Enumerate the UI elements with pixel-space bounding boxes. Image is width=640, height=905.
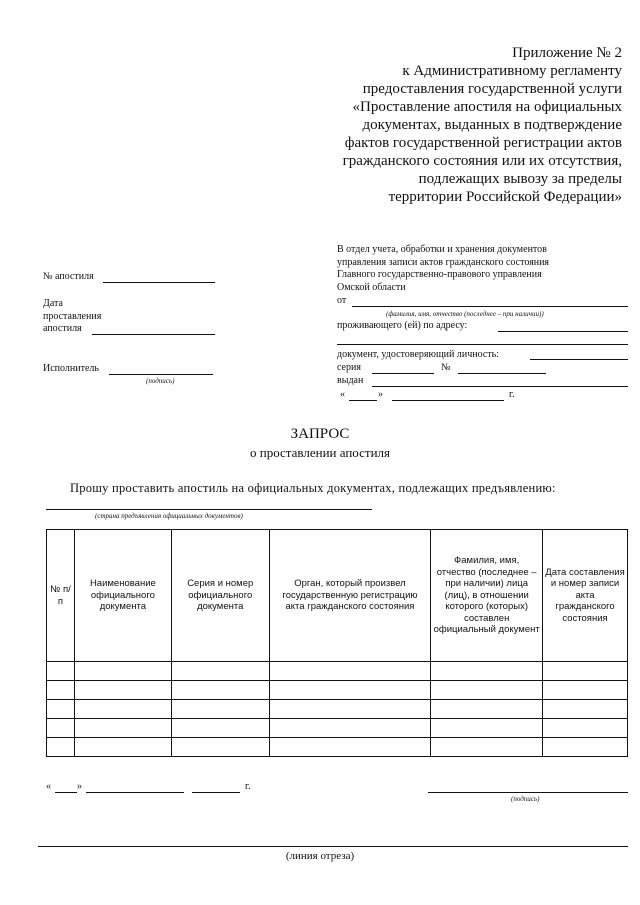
issued-label: выдан — [337, 375, 364, 386]
table-row — [47, 738, 628, 757]
addressee-line: управления записи актов гражданского состояния — [337, 256, 550, 268]
col-header-number: № п/п — [47, 530, 75, 662]
apostille-date-field[interactable] — [92, 334, 215, 335]
appendix-line: предоставления государственной услуги — [362, 81, 622, 97]
table-row — [47, 662, 628, 681]
request-subtitle: о проставлении апостиля — [249, 445, 390, 460]
addressee-line: В отдел учета, обработки и хранения документов — [337, 244, 547, 255]
col-header-record-date: Дата составления и номер записи акта гражданского состояния — [543, 530, 628, 662]
addressee-line: Главного государственно-правового управления — [337, 269, 542, 280]
issued-field[interactable] — [372, 386, 628, 387]
series-label: серия — [337, 362, 361, 373]
col-header-doc-name: Наименование официального документа — [74, 530, 171, 662]
documents-table — [46, 529, 628, 757]
issue-day-field[interactable] — [349, 400, 377, 401]
country-field[interactable] — [46, 509, 372, 510]
id-doc-label: документ, удостоверяющий личность: — [337, 349, 499, 360]
appendix-line: Приложение № 2 — [512, 45, 622, 61]
footer-year-field[interactable] — [192, 792, 240, 793]
footer-date-open: « — [46, 781, 51, 792]
footer-signature-hint: (подпись) — [511, 795, 540, 803]
executor-field[interactable] — [109, 374, 213, 375]
request-text: Прошу проставить апостиль на официальных документах, подлежащих предъявлению: — [70, 481, 556, 495]
apostille-no-label: № апостиля — [43, 271, 94, 282]
col-header-registering-body: Орган, который произвел государственную регистрацию акта гражданского состояния — [269, 530, 431, 662]
from-label: от — [337, 295, 347, 306]
footer-month-field[interactable] — [86, 792, 184, 793]
appendix-line: фактов государственной регистрации актов — [344, 135, 622, 151]
from-field[interactable] — [352, 306, 628, 307]
number-label: № — [441, 362, 451, 373]
footer-date-close: » — [77, 781, 82, 792]
appendix-line: «Проставление апостиля на официальных — [352, 99, 622, 115]
appendix-line: документах, выданных в подтверждение — [362, 117, 622, 133]
issue-month-year-field[interactable] — [392, 400, 504, 401]
appendix-header — [292, 44, 622, 206]
executor-signature-hint: (подпись) — [146, 377, 175, 385]
address-field-1[interactable] — [498, 331, 628, 332]
addressee-block — [337, 244, 627, 294]
apostille-date-label: Дата проставления апостиля — [43, 298, 102, 334]
footer-year-suffix: г. — [245, 781, 251, 792]
country-hint: (страна предъявления официальных документов) — [95, 512, 243, 520]
address-field-2[interactable] — [337, 344, 628, 345]
appendix-line: гражданского состояния или их отсутствия, — [342, 153, 622, 169]
appendix-line: территории Российской Федерации» — [388, 189, 622, 205]
appendix-line: подлежащих вывозу за пределы — [418, 171, 622, 187]
date-close-quote: » — [378, 389, 383, 400]
table-row — [47, 719, 628, 738]
residing-label: проживающего (ей) по адресу: — [337, 320, 468, 331]
fio-hint: (фамилия, имя, отчество (последнее – при наличии)) — [386, 310, 544, 318]
number-field[interactable] — [458, 373, 546, 374]
col-header-series-number: Серия и номер официального документа — [171, 530, 269, 662]
id-doc-field[interactable] — [530, 359, 628, 360]
executor-label: Исполнитель — [43, 363, 99, 374]
year-suffix: г. — [509, 389, 515, 400]
table-row — [47, 681, 628, 700]
request-title: ЗАПРОС — [290, 426, 350, 442]
appendix-line: к Административному регламенту — [402, 63, 622, 79]
addressee-line: Омской области — [337, 281, 406, 293]
cut-line — [38, 846, 628, 847]
apostille-no-field[interactable] — [103, 282, 215, 283]
footer-signature-field[interactable] — [428, 792, 628, 793]
cut-line-label: (линия отреза) — [285, 850, 355, 862]
date-open-quote: « — [340, 389, 345, 400]
table-header-row — [47, 530, 628, 662]
series-field[interactable] — [372, 373, 434, 374]
col-header-person-name: Фамилия, имя, отчество (последнее – при наличии) лица (лиц), в отношении которого (которых) составлен официальный документ — [431, 530, 543, 662]
table-row — [47, 700, 628, 719]
footer-day-field[interactable] — [55, 792, 77, 793]
